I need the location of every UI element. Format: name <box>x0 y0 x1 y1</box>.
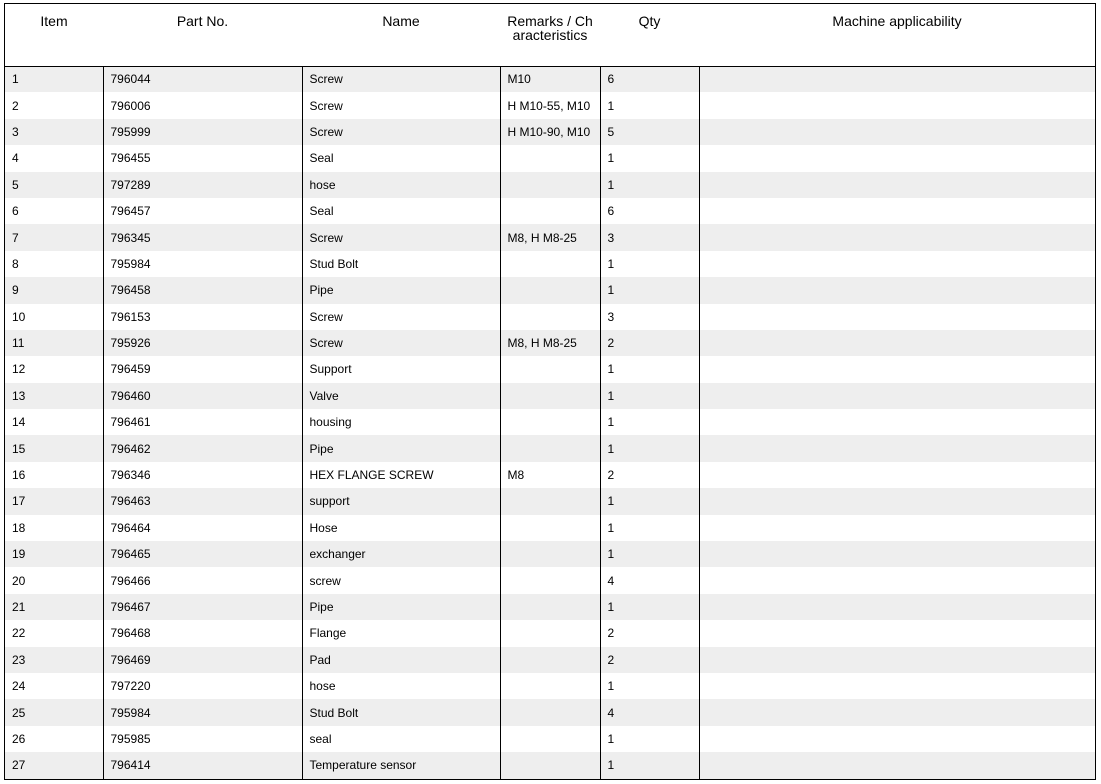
qty-cell: 1 <box>600 145 699 171</box>
item-cell: 16 <box>5 462 103 488</box>
item-cell: 4 <box>5 145 103 171</box>
qty-cell: 6 <box>600 66 699 92</box>
qty-cell: 1 <box>600 594 699 620</box>
part-no-cell: 796468 <box>103 620 302 646</box>
item-cell: 14 <box>5 409 103 435</box>
item-cell: 27 <box>5 752 103 778</box>
item-cell: 19 <box>5 541 103 567</box>
part-no-cell: 795984 <box>103 699 302 725</box>
table-row <box>5 647 1095 673</box>
machine-applicability-cell <box>699 435 1095 461</box>
qty-cell: 1 <box>600 488 699 514</box>
header-name: Name <box>302 4 500 66</box>
qty-cell: 3 <box>600 304 699 330</box>
parts-list-table-container <box>4 3 1096 780</box>
remarks-cell <box>500 145 600 171</box>
header-machine-applicability: Machine applicability <box>699 4 1095 66</box>
remarks-cell <box>500 383 600 409</box>
machine-applicability-cell <box>699 462 1095 488</box>
qty-cell: 1 <box>600 435 699 461</box>
name-cell: Pipe <box>302 277 500 303</box>
remarks-cell <box>500 356 600 382</box>
remarks-cell <box>500 726 600 752</box>
part-no-cell: 795985 <box>103 726 302 752</box>
table-row <box>5 699 1095 725</box>
qty-cell: 4 <box>600 567 699 593</box>
name-cell: hose <box>302 673 500 699</box>
remarks-cell <box>500 647 600 673</box>
machine-applicability-cell <box>699 304 1095 330</box>
machine-applicability-cell <box>699 383 1095 409</box>
name-cell: Seal <box>302 198 500 224</box>
part-no-cell: 796346 <box>103 462 302 488</box>
table-row <box>5 356 1095 382</box>
machine-applicability-cell <box>699 251 1095 277</box>
name-cell: Screw <box>302 92 500 118</box>
qty-cell: 2 <box>600 647 699 673</box>
item-cell: 21 <box>5 594 103 620</box>
part-no-cell: 796462 <box>103 435 302 461</box>
name-cell: Screw <box>302 224 500 250</box>
qty-cell: 5 <box>600 119 699 145</box>
part-no-cell: 796467 <box>103 594 302 620</box>
name-cell: hose <box>302 172 500 198</box>
qty-cell: 6 <box>600 198 699 224</box>
qty-cell: 1 <box>600 92 699 118</box>
remarks-cell <box>500 488 600 514</box>
machine-applicability-cell <box>699 594 1095 620</box>
machine-applicability-cell <box>699 356 1095 382</box>
name-cell: exchanger <box>302 541 500 567</box>
machine-applicability-cell <box>699 541 1095 567</box>
qty-cell: 1 <box>600 383 699 409</box>
header-remarks: Remarks / Characteristics <box>500 4 600 66</box>
part-no-cell: 796457 <box>103 198 302 224</box>
machine-applicability-cell <box>699 726 1095 752</box>
machine-applicability-cell <box>699 647 1095 673</box>
table-row <box>5 752 1095 778</box>
table-row <box>5 251 1095 277</box>
name-cell: Valve <box>302 383 500 409</box>
name-cell: Hose <box>302 515 500 541</box>
name-cell: Screw <box>302 119 500 145</box>
part-no-cell: 796345 <box>103 224 302 250</box>
part-no-cell: 796465 <box>103 541 302 567</box>
part-no-cell: 796414 <box>103 752 302 778</box>
name-cell: Screw <box>302 66 500 92</box>
item-cell: 15 <box>5 435 103 461</box>
qty-cell: 1 <box>600 726 699 752</box>
parts-list-table <box>5 4 1095 779</box>
remarks-cell <box>500 304 600 330</box>
qty-cell: 1 <box>600 515 699 541</box>
remarks-cell <box>500 541 600 567</box>
table-row <box>5 304 1095 330</box>
machine-applicability-cell <box>699 224 1095 250</box>
name-cell: Screw <box>302 330 500 356</box>
table-row <box>5 66 1095 92</box>
table-row <box>5 145 1095 171</box>
qty-cell: 1 <box>600 251 699 277</box>
machine-applicability-cell <box>699 488 1095 514</box>
remarks-cell: M8, H M8-25 <box>500 330 600 356</box>
remarks-cell: M8, H M8-25 <box>500 224 600 250</box>
name-cell: Flange <box>302 620 500 646</box>
part-no-cell: 796469 <box>103 647 302 673</box>
machine-applicability-cell <box>699 409 1095 435</box>
table-row <box>5 92 1095 118</box>
qty-cell: 2 <box>600 330 699 356</box>
part-no-cell: 796153 <box>103 304 302 330</box>
item-cell: 9 <box>5 277 103 303</box>
machine-applicability-cell <box>699 515 1095 541</box>
remarks-cell <box>500 435 600 461</box>
table-row <box>5 462 1095 488</box>
part-no-cell: 796455 <box>103 145 302 171</box>
name-cell: HEX FLANGE SCREW <box>302 462 500 488</box>
qty-cell: 1 <box>600 673 699 699</box>
table-row <box>5 541 1095 567</box>
item-cell: 1 <box>5 66 103 92</box>
remarks-cell: H M10-55, M10 <box>500 92 600 118</box>
qty-cell: 4 <box>600 699 699 725</box>
qty-cell: 1 <box>600 541 699 567</box>
name-cell: Pipe <box>302 435 500 461</box>
part-no-cell: 796463 <box>103 488 302 514</box>
table-row <box>5 119 1095 145</box>
item-cell: 8 <box>5 251 103 277</box>
item-cell: 13 <box>5 383 103 409</box>
part-no-cell: 795926 <box>103 330 302 356</box>
item-cell: 18 <box>5 515 103 541</box>
name-cell: Support <box>302 356 500 382</box>
table-row <box>5 409 1095 435</box>
table-row <box>5 330 1095 356</box>
table-row <box>5 277 1095 303</box>
part-no-cell: 797220 <box>103 673 302 699</box>
table-row <box>5 620 1095 646</box>
part-no-cell: 796464 <box>103 515 302 541</box>
machine-applicability-cell <box>699 567 1095 593</box>
remarks-cell <box>500 594 600 620</box>
table-row <box>5 488 1095 514</box>
remarks-cell <box>500 752 600 778</box>
table-row <box>5 383 1095 409</box>
remarks-cell: H M10-90, M10 <box>500 119 600 145</box>
item-cell: 22 <box>5 620 103 646</box>
part-no-cell: 795999 <box>103 119 302 145</box>
item-cell: 17 <box>5 488 103 514</box>
item-cell: 12 <box>5 356 103 382</box>
table-row <box>5 224 1095 250</box>
name-cell: seal <box>302 726 500 752</box>
item-cell: 11 <box>5 330 103 356</box>
table-row <box>5 435 1095 461</box>
remarks-cell <box>500 699 600 725</box>
qty-cell: 2 <box>600 462 699 488</box>
header-row <box>5 4 1095 66</box>
name-cell: Stud Bolt <box>302 699 500 725</box>
table-row <box>5 673 1095 699</box>
qty-cell: 1 <box>600 277 699 303</box>
part-no-cell: 796044 <box>103 66 302 92</box>
remarks-cell: M10 <box>500 66 600 92</box>
remarks-cell <box>500 172 600 198</box>
part-no-cell: 796459 <box>103 356 302 382</box>
item-cell: 2 <box>5 92 103 118</box>
remarks-cell <box>500 567 600 593</box>
remarks-cell: M8 <box>500 462 600 488</box>
item-cell: 26 <box>5 726 103 752</box>
item-cell: 25 <box>5 699 103 725</box>
name-cell: Screw <box>302 304 500 330</box>
table-row <box>5 594 1095 620</box>
item-cell: 6 <box>5 198 103 224</box>
part-no-cell: 796461 <box>103 409 302 435</box>
part-no-cell: 796006 <box>103 92 302 118</box>
table-row <box>5 172 1095 198</box>
name-cell: Stud Bolt <box>302 251 500 277</box>
qty-cell: 1 <box>600 752 699 778</box>
qty-cell: 1 <box>600 356 699 382</box>
name-cell: support <box>302 488 500 514</box>
machine-applicability-cell <box>699 699 1095 725</box>
item-cell: 23 <box>5 647 103 673</box>
item-cell: 24 <box>5 673 103 699</box>
table-header <box>5 4 1095 66</box>
machine-applicability-cell <box>699 673 1095 699</box>
part-no-cell: 797289 <box>103 172 302 198</box>
part-no-cell: 796460 <box>103 383 302 409</box>
qty-cell: 1 <box>600 172 699 198</box>
part-no-cell: 796458 <box>103 277 302 303</box>
header-item: Item <box>5 4 103 66</box>
table-row <box>5 198 1095 224</box>
machine-applicability-cell <box>699 172 1095 198</box>
part-no-cell: 796466 <box>103 567 302 593</box>
name-cell: Pipe <box>302 594 500 620</box>
name-cell: Temperature sensor <box>302 752 500 778</box>
remarks-cell <box>500 620 600 646</box>
machine-applicability-cell <box>699 752 1095 778</box>
machine-applicability-cell <box>699 277 1095 303</box>
item-cell: 10 <box>5 304 103 330</box>
remarks-cell <box>500 251 600 277</box>
remarks-cell <box>500 198 600 224</box>
item-cell: 20 <box>5 567 103 593</box>
machine-applicability-cell <box>699 145 1095 171</box>
machine-applicability-cell <box>699 119 1095 145</box>
machine-applicability-cell <box>699 330 1095 356</box>
qty-cell: 3 <box>600 224 699 250</box>
header-qty: Qty <box>600 4 699 66</box>
item-cell: 3 <box>5 119 103 145</box>
qty-cell: 1 <box>600 409 699 435</box>
item-cell: 5 <box>5 172 103 198</box>
machine-applicability-cell <box>699 620 1095 646</box>
table-row <box>5 726 1095 752</box>
table-body <box>5 66 1095 779</box>
name-cell: screw <box>302 567 500 593</box>
part-no-cell: 795984 <box>103 251 302 277</box>
item-cell: 7 <box>5 224 103 250</box>
remarks-cell <box>500 673 600 699</box>
qty-cell: 2 <box>600 620 699 646</box>
remarks-cell <box>500 515 600 541</box>
table-row <box>5 515 1095 541</box>
machine-applicability-cell <box>699 66 1095 92</box>
remarks-cell <box>500 409 600 435</box>
header-part-no: Part No. <box>103 4 302 66</box>
machine-applicability-cell <box>699 198 1095 224</box>
name-cell: Seal <box>302 145 500 171</box>
remarks-cell <box>500 277 600 303</box>
name-cell: housing <box>302 409 500 435</box>
name-cell: Pad <box>302 647 500 673</box>
machine-applicability-cell <box>699 92 1095 118</box>
table-row <box>5 567 1095 593</box>
